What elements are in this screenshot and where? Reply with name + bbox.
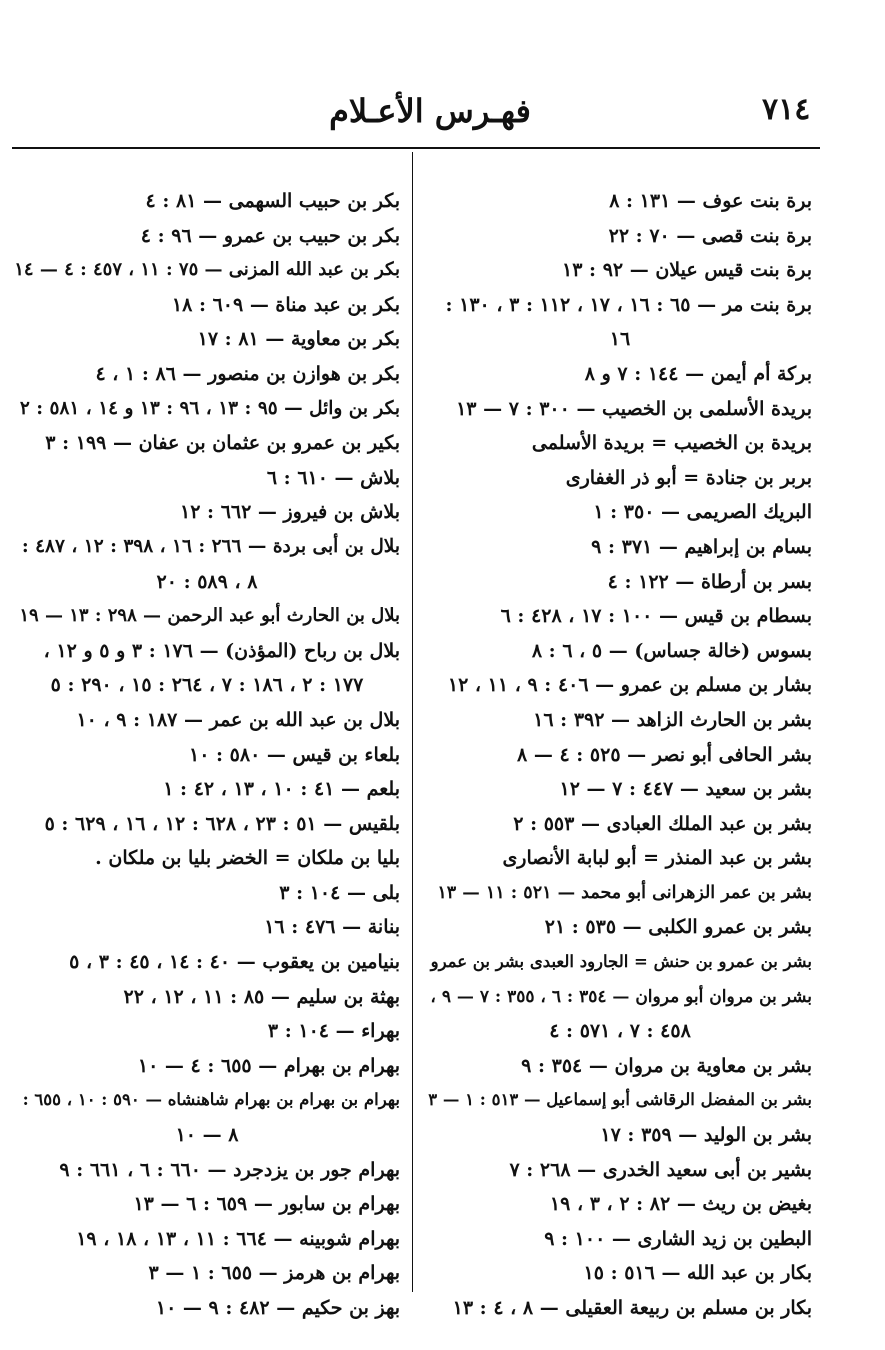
index-entry: بكار بن عبد الله — ٥١٦ : ١٥ [583,1262,812,1285]
index-entry: بسر بن أرطاة — ١٢٢ : ٤ [607,570,812,593]
index-entry: بسام بن إبراهيم — ٣٧١ : ٩ [591,535,812,558]
index-entry: بغيض بن ريث — ٨٢ : ٢ ، ٣ ، ١٩ [549,1193,812,1216]
index-entry: البطين بن زيد الشارى — ١٠٠ : ٩ [544,1227,812,1250]
index-entry: بلاش — ٦١٠ : ٦ [266,466,400,489]
index-entry: برة بنت قصى — ٧٠ : ٢٢ [608,224,812,247]
index-entry: بكير بن عمرو بن عثمان بن عفان — ١٩٩ : ٣ [45,432,400,455]
page-number: ٧١٤ [762,92,811,127]
index-entry: بلعم — ٤١ : ١٠ ، ١٣ ، ٤٢ : ١ [163,778,400,801]
index-entry: بركة أم أيمن — ١٤٤ : ٧ و ٨ [584,362,812,385]
index-entry: برة بنت قيس عيلان — ٩٢ : ١٣ [562,259,812,282]
index-entry: بلعاء بن قيس — ٥٨٠ : ١٠ [188,743,400,766]
index-entry: بكر بن معاوية — ٨١ : ١٧ [197,328,400,351]
index-entry: بسطام بن قيس — ١٠٠ : ١٧ ، ٤٢٨ : ٦ [500,605,812,628]
index-entry: بشر بن عبد الملك العبادى — ٥٥٣ : ٢ [513,812,812,835]
index-entry: بشر بن مروان أبو مروان — ٣٥٤ : ٦ ، ٣٥٥ : ٧ — ٩ ، [430,986,812,1007]
page-title: فهـرس الأعـلام [329,92,531,130]
header-divider [12,147,820,149]
column-divider [412,152,413,1292]
index-entry: بهرام بن هرمز — ٦٥٥ : ١ — ٣ [148,1262,400,1285]
index-entry: بشر بن معاوية بن مروان — ٣٥٤ : ٩ [521,1054,812,1077]
index-entry: بشار بن مسلم بن عمرو — ٤٠٦ : ٩ ، ١١ ، ١٢ [447,674,812,697]
index-entry: بشر الحافى أبو نصر — ٥٢٥ : ٤ — ٨ [516,743,812,766]
index-entry: بريدة الأسلمى بن الخصيب — ٣٠٠ : ٧ — ١٣ [456,397,812,420]
index-entry: بلى — ١٠٤ : ٣ [279,881,400,904]
index-entry: بلال بن الحارث أبو عبد الرحمن — ٢٩٨ : ١٣ — ١٩ [19,605,400,627]
index-entry: ٤٥٨ : ٧ ، ٥٧١ : ٤ [549,1020,691,1043]
index-entry: برة بنت مر — ٦٥ : ١٦ ، ١٧ ، ١١٢ : ٣ ، ١٣٠ : [445,293,812,316]
index-entry: بكر بن حبيب بن عمرو — ٩٦ : ٤ [140,224,400,247]
index-entry: بكار بن مسلم بن ربيعة العقيلى — ٨ ، ٤ : ١٣ [452,1297,812,1319]
index-entry: بهرام جور بن يزدجرد — ٦٦٠ : ٦ ، ٦٦١ : ٩ [59,1158,400,1181]
index-entry: البريك الصريمى — ٣٥٠ : ١ [593,501,812,524]
index-entry: بلقيس — ٥١ : ٢٣ ، ٦٢٨ : ١٢ ، ١٦ ، ٦٢٩ : ٥ [44,812,400,835]
index-entry: بشر بن سعيد — ٤٤٧ : ٧ — ١٢ [559,778,812,801]
index-entry: بهرام بن بهرام — ٦٥٥ : ٤ — ١٠ [137,1054,400,1077]
index-entry: بشر بن عمر الزهرانى أبو محمد — ٥٢١ : ١١ — ١٣ [437,882,812,903]
index-entry: بشر بن عمرو الكلبى — ٥٣٥ : ٢١ [544,916,812,939]
index-entry: بكر بن عبد الله المزنى — ٧٥ : ١١ ، ٤٥٧ : ٤ — ١٤ [14,259,400,281]
index-entry: بهرام بن بهرام بن بهرام شاهنشاه — ٥٩٠ : ١٠ ، ٦٥٥ : [22,1090,400,1110]
index-entry: بنانة — ٤٧٦ : ١٦ [264,916,400,939]
index-entry: بشر بن عبد المنذر = أبو لبابة الأنصارى [502,847,812,870]
index-entry: بشر بن المفضل الرقاشى أبو إسماعيل — ٥١٣ : ١ — ٣ [428,1090,812,1110]
index-entry: بنيامين بن يعقوب — ٤٠ : ١٤ ، ٤٥ : ٣ ، ٥ [69,951,400,974]
index-entry: ٨ ، ٥٨٩ : ٢٠ [156,570,258,593]
index-entry: بلال بن أبى بردة — ٢٦٦ : ١٦ ، ٣٩٨ : ١٢ ، ٤٨٧ : [21,535,400,557]
right-column [428,184,812,1326]
index-entry: بكر بن وائل — ٩٥ : ١٣ ، ٩٦ : ١٣ و ١٤ ، ٥٨١ : ٢ [19,397,400,419]
index-entry: بلاش بن فيروز — ٦٦٢ : ١٢ [180,501,400,524]
index-entry: بريدة بن الخصيب = بريدة الأسلمى [531,432,812,455]
index-entry: بلال بن رباح (المؤذن) — ١٧٦ : ٣ و ٥ و ١٢ ، [43,639,400,662]
left-column [14,184,400,1326]
index-entry: بهرام بن سابور — ٦٥٩ : ٦ — ١٣ [133,1193,400,1216]
index-entry: بشير بن أبى سعيد الخدرى — ٢٦٨ : ٧ [509,1158,812,1181]
index-entry: بربر بن جنادة = أبو ذر الغفارى [565,466,812,489]
index-entry: بشر بن عمرو بن حنش = الجارود العبدى بشر بن عمرو [430,952,812,972]
index-entry: بشر بن الحارث الزاهد — ٣٩٢ : ١٦ [533,708,812,731]
index-entry: بهراء — ١٠٤ : ٣ [267,1020,400,1043]
index-entry: بكر بن حبيب السهمى — ٨١ : ٤ [145,190,400,212]
index-entry: بهرام شوبينه — ٦٦٤ : ١١ ، ١٣ ، ١٨ ، ١٩ [76,1227,400,1250]
index-entry: بلال بن عبد الله بن عمر — ١٨٧ : ٩ ، ١٠ [76,708,400,731]
index-entry: بليا بن ملكان = الخضر بليا بن ملكان . [95,847,400,870]
index-entry: ٨ — ١٠ [175,1124,239,1147]
index-entry: بهثة بن سليم — ٨٥ : ١١ ، ١٢ ، ٢٢ [123,985,400,1008]
index-entry: ١٦ [609,328,631,351]
index-entry: برة بنت عوف — ١٣١ : ٨ [609,190,812,212]
index-entry: بسوس (خالة جساس) — ٥ ، ٦ : ٨ [531,639,812,662]
index-entry: بكر بن هوازن بن منصور — ٨٦ : ١ ، ٤ [95,362,400,385]
index-entry: بهز بن حكيم — ٤٨٢ : ٩ — ١٠ [155,1297,400,1319]
index-entry: ١٧٧ : ٢ ، ١٨٦ : ٧ ، ٢٦٤ : ١٥ ، ٢٩٠ : ٥ [50,674,364,697]
index-entry: بكر بن عبد مناة — ٦٠٩ : ١٨ [171,293,400,316]
index-entry: بشر بن الوليد — ٣٥٩ : ١٧ [600,1124,812,1147]
